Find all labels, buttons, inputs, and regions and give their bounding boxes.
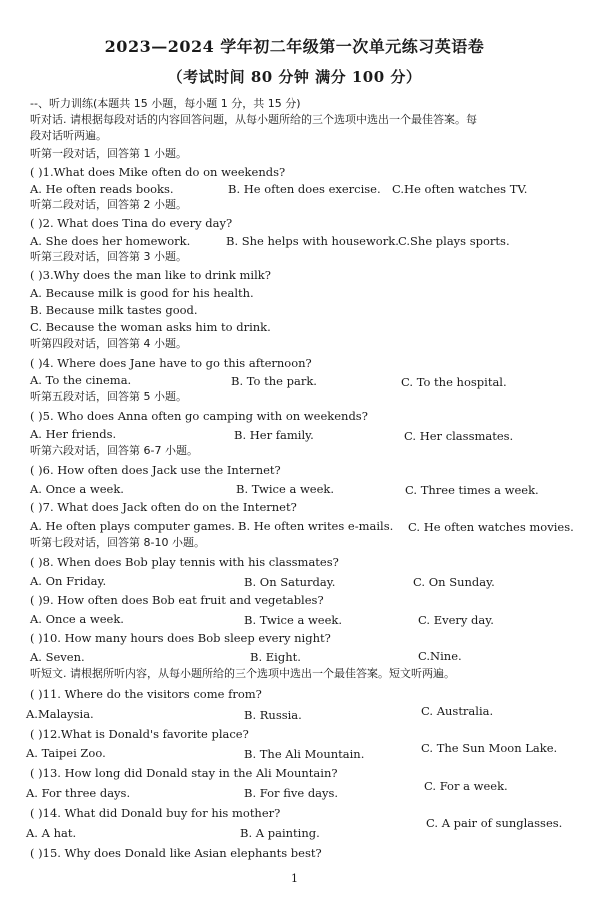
option-c: C. Her classmates.: [404, 429, 514, 443]
page-title: 2023—2024 学年初二年级第一次单元练习英语卷: [104, 37, 485, 56]
question-7: ( )7. What does Jack often do on the Internet?: [30, 500, 297, 514]
option-c: C.He often watches TV.: [392, 182, 528, 196]
option-b: B. A painting.: [240, 826, 320, 840]
option-b: B. He often does exercise.: [228, 182, 381, 196]
option-a: A. He often reads books.: [30, 182, 174, 196]
question-9: ( )9. How often does Bob eat fruit and vegetables?: [30, 593, 324, 607]
dialog-label: 听第一段对话，回答第 1 小题。: [30, 147, 187, 160]
option-c: C.She plays sports.: [398, 234, 510, 248]
dialog-label: 听第三段对话，回答第 3 小题。: [30, 250, 187, 263]
option-a: A. On Friday.: [30, 574, 107, 588]
page-number: 1: [291, 872, 298, 885]
option-a: A. Once a week.: [30, 612, 124, 626]
option-c: C. Three times a week.: [405, 483, 539, 497]
option-b: B. For five days.: [244, 786, 339, 800]
option-a: A. She does her homework.: [30, 234, 191, 248]
question-4: ( )4. Where does Jane have to go this afternoon?: [30, 356, 312, 370]
option-c: C. He often watches movies.: [408, 520, 574, 534]
option-c: C. Because the woman asks him to drink.: [30, 320, 271, 334]
dialog-label: 听第四段对话，回答第 4 小题。: [30, 337, 187, 350]
option-a: A. He often plays computer games.: [30, 519, 235, 533]
instruction-line-2: 段对话听两遍。: [30, 129, 107, 142]
passage-instruction: 听短文. 请根据所听内容，从每小题所给的三个选项中选出一个最佳答案。短文听两遍。: [30, 667, 455, 680]
dialog-label: 听第七段对话，回答第 8-10 小题。: [30, 536, 205, 549]
option-c: C.Nine.: [418, 649, 462, 663]
question-13: ( )13. How long did Donald stay in the Ali Mountain?: [30, 766, 338, 780]
option-a: A. For three days.: [26, 786, 131, 800]
option-a: A. Seven.: [30, 650, 85, 664]
option-b: B. Because milk tastes good.: [30, 303, 198, 317]
option-a: A. Once a week.: [30, 482, 124, 496]
option-c: C. On Sunday.: [413, 575, 495, 589]
option-b: B. He often writes e-mails.: [238, 519, 394, 533]
option-c: C. The Sun Moon Lake.: [421, 741, 558, 755]
question-6: ( )6. How often does Jack use the Internet?: [30, 463, 281, 477]
option-a: A. Because milk is good for his health.: [30, 286, 254, 300]
option-b: B. On Saturday.: [244, 575, 336, 589]
option-b: B. Eight.: [250, 650, 301, 664]
dialog-label: 听第五段对话，回答第 5 小题。: [30, 390, 187, 403]
option-b: B. To the park.: [231, 374, 317, 388]
question-14: ( )14. What did Donald buy for his mother?: [30, 806, 281, 820]
option-a: A. A hat.: [26, 826, 77, 840]
option-c: C. Every day.: [418, 613, 494, 627]
question-12: ( )12.What is Donald's favorite place?: [30, 727, 249, 741]
question-11: ( )11. Where do the visitors come from?: [30, 687, 262, 701]
instruction-line-1: 听对话. 请根据每段对话的内容回答问题，从每小题所给的三个选项中选出一个最佳答案。每: [30, 113, 477, 126]
option-c: C. For a week.: [424, 779, 508, 793]
option-b: B. She helps with housework.: [226, 234, 399, 248]
page-subtitle: （考试时间 80 分钟 满分 100 分）: [167, 68, 422, 86]
question-10: ( )10. How many hours does Bob sleep every night?: [30, 631, 331, 645]
dialog-label: 听第六段对话，回答第 6-7 小题。: [30, 444, 198, 457]
option-b: B. Twice a week.: [244, 613, 343, 627]
option-a: A. To the cinema.: [30, 373, 132, 387]
option-b: B. Twice a week.: [236, 482, 335, 496]
question-15: ( )15. Why does Donald like Asian elephants best?: [30, 846, 322, 860]
question-8: ( )8. When does Bob play tennis with his classmates?: [30, 555, 339, 569]
option-b: B. Russia.: [244, 708, 302, 722]
section-heading: --、听力训练(本题共 15 小题，每小题 1 分，共 15 分): [30, 97, 301, 110]
option-c: C. Australia.: [421, 704, 494, 718]
question-2: ( )2. What does Tina do every day?: [30, 216, 233, 230]
option-a: A. Her friends.: [30, 427, 117, 441]
option-a: A. Taipei Zoo.: [26, 746, 106, 760]
option-b: B. The Ali Mountain.: [244, 747, 365, 761]
dialog-label: 听第二段对话，回答第 2 小题。: [30, 198, 187, 211]
option-a: A.Malaysia.: [26, 707, 94, 721]
option-c: C. To the hospital.: [401, 375, 507, 389]
option-c: C. A pair of sunglasses.: [426, 816, 563, 830]
question-1: ( )1.What does Mike often do on weekends?: [30, 165, 286, 179]
question-5: ( )5. Who does Anna often go camping with on weekends?: [30, 409, 368, 423]
question-3: ( )3.Why does the man like to drink milk?: [30, 268, 271, 282]
option-b: B. Her family.: [234, 428, 314, 442]
